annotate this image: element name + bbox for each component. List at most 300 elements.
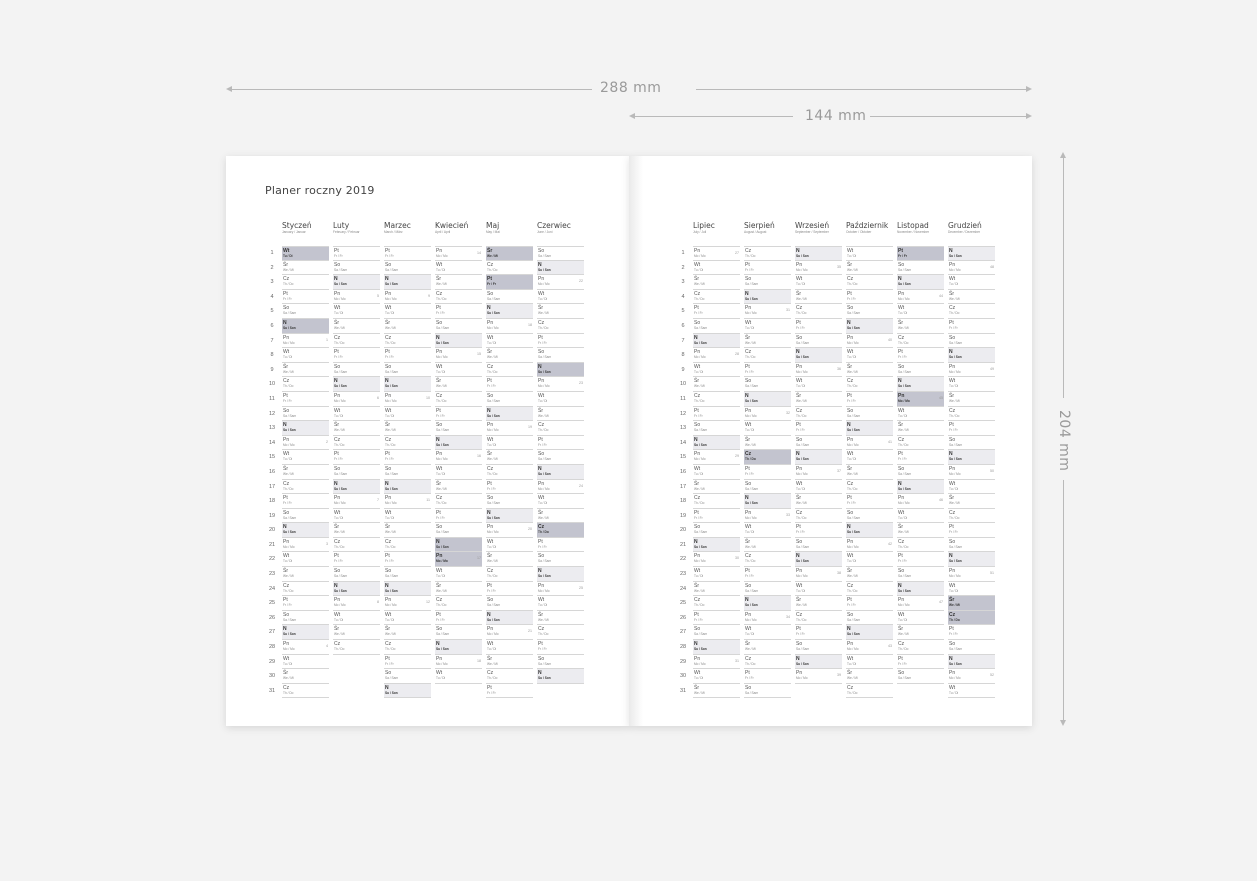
day-cell (384, 625, 431, 640)
day-cell (846, 523, 893, 538)
weekday-translation: Mo / Mo (745, 311, 757, 316)
day-cell (795, 655, 842, 670)
weekday-translation: We / Mi (694, 384, 705, 389)
day-cell (282, 596, 329, 611)
day-cell (744, 421, 791, 436)
day-cell (744, 567, 791, 582)
weekday-translation: Th / Do (436, 603, 447, 608)
day-cell (282, 348, 329, 363)
week-number: 28 (735, 352, 739, 357)
day-cell (435, 275, 482, 290)
weekday-abbr: Śr (487, 349, 492, 356)
day-cell (693, 363, 740, 378)
day-cell (693, 319, 740, 334)
weekday-translation: Th / Do (796, 515, 807, 520)
weekday-translation: We / Mi (847, 676, 858, 681)
day-cell (435, 261, 482, 276)
weekday-translation: Sa / Sam (283, 515, 297, 520)
weekday-translation: Su / Son (898, 282, 911, 287)
day-cell (333, 611, 380, 626)
day-cell (537, 421, 584, 436)
weekday-abbr: So (334, 261, 341, 268)
weekday-abbr: N (949, 349, 953, 356)
day-cell (693, 684, 740, 699)
weekday-abbr: N (847, 319, 851, 326)
weekday-abbr: N (898, 378, 902, 385)
weekday-translation: Th / Do (949, 515, 960, 520)
day-cell (693, 655, 740, 670)
weekday-translation: Th / Do (385, 442, 396, 447)
weekday-abbr: Pt (847, 495, 852, 502)
weekday-translation: Mo / Mo (898, 398, 910, 403)
day-cell (282, 494, 329, 509)
month-subtitle: November / November (897, 230, 930, 234)
weekday-translation: Tu / Di (949, 588, 959, 593)
day-cell (744, 669, 791, 684)
weekday-translation: We / Mi (949, 501, 960, 506)
month-header (744, 221, 791, 246)
weekday-abbr: Pt (847, 597, 852, 604)
weekday-translation: Su / Son (796, 254, 809, 258)
day-cell (537, 655, 584, 670)
weekday-abbr: Pn (898, 290, 905, 297)
day-number: 1 (681, 250, 685, 256)
weekday-translation: Th / Do (385, 647, 396, 652)
weekday-abbr: Cz (796, 407, 803, 414)
week-number: 22 (579, 279, 583, 284)
day-cell (693, 304, 740, 319)
weekday-translation: Tu / Di (745, 530, 755, 535)
weekday-translation: Su / Son (487, 515, 500, 520)
weekday-translation: Su / Son (847, 325, 860, 330)
day-cell (795, 523, 842, 538)
week-number: 16 (477, 454, 481, 459)
day-cell (333, 407, 380, 422)
weekday-translation: Sa / Sam (385, 574, 399, 579)
weekday-abbr: Pn (538, 582, 545, 589)
day-cell (693, 596, 740, 611)
weekday-translation: Tu / Di (694, 471, 704, 476)
weekday-translation: Su / Son (796, 661, 809, 666)
day-cell (897, 319, 944, 334)
day-cell (333, 494, 380, 509)
weekday-translation: Sa / Sam (283, 413, 297, 418)
day-number: 30 (268, 673, 276, 680)
weekday-abbr: Śr (283, 568, 288, 575)
day-number: 16 (679, 468, 687, 475)
weekday-abbr: So (385, 465, 392, 472)
weekday-translation: Mo / Mo (385, 603, 397, 608)
month-name: Marzec (384, 221, 411, 230)
weekday-translation: Th / Do (283, 588, 294, 593)
weekday-abbr: Cz (538, 626, 545, 633)
weekday-abbr: Pn (745, 611, 752, 618)
weekday-translation: Su / Son (436, 544, 449, 549)
weekday-abbr: Wt (847, 349, 854, 356)
day-cell (744, 611, 791, 626)
weekday-translation: Fr / Fr (334, 254, 343, 258)
weekday-translation: Th / Do (745, 559, 756, 564)
weekday-translation: We / Mi (538, 311, 549, 316)
week-number: 19 (528, 425, 532, 430)
day-number: 12 (679, 410, 687, 417)
weekday-abbr: N (745, 597, 749, 604)
weekday-abbr: Wt (538, 392, 545, 399)
day-cell (333, 363, 380, 378)
weekday-abbr: Wt (796, 480, 803, 487)
weekday-translation: Th / Do (487, 574, 498, 579)
day-cell (384, 552, 431, 567)
weekday-translation: Th / Do (745, 661, 756, 666)
weekday-abbr: Wt (847, 553, 854, 560)
weekday-translation: We / Mi (334, 632, 345, 637)
weekday-translation: Fr / Fr (538, 442, 547, 447)
dimension-line (870, 116, 1026, 117)
weekday-abbr: Śr (334, 626, 339, 633)
weekday-abbr: Pn (334, 392, 341, 399)
weekday-translation: Tu / Di (538, 603, 548, 608)
weekday-abbr: Śr (949, 597, 955, 604)
weekday-abbr: Cz (745, 349, 752, 356)
month-name: Wrzesień (795, 221, 830, 230)
day-cell (282, 261, 329, 276)
weekday-abbr: So (949, 641, 956, 648)
weekday-abbr: So (745, 378, 752, 385)
day-cell (948, 523, 995, 538)
day-cell (435, 246, 482, 261)
day-cell (384, 669, 431, 684)
day-cell (948, 611, 995, 626)
weekday-translation: We / Mi (745, 544, 756, 549)
day-cell (897, 377, 944, 392)
weekday-abbr: Pt (745, 465, 750, 472)
weekday-abbr: N (745, 392, 749, 399)
day-cell (537, 625, 584, 640)
weekday-abbr: Śr (898, 319, 903, 326)
day-cell (486, 275, 533, 290)
day-cell (846, 348, 893, 363)
day-number: 24 (679, 585, 687, 592)
day-cell (435, 436, 482, 451)
weekday-abbr: So (898, 465, 905, 472)
weekday-translation: We / Mi (487, 661, 498, 666)
weekday-translation: We / Mi (436, 588, 447, 593)
week-number: 42 (888, 541, 892, 546)
weekday-translation: Su / Son (283, 530, 296, 535)
weekday-abbr: Wt (949, 378, 956, 385)
weekday-translation: Th / Do (385, 544, 396, 549)
day-cell (486, 334, 533, 349)
week-number: 33 (786, 512, 790, 517)
day-cell (282, 450, 329, 465)
week-number: 12 (426, 600, 430, 605)
weekday-translation: Mo / Mo (898, 296, 910, 301)
weekday-translation: Mo / Mo (949, 267, 961, 272)
day-cell (486, 377, 533, 392)
weekday-translation: We / Mi (847, 574, 858, 579)
weekday-translation: Sa / Sam (385, 267, 399, 272)
day-cell (384, 684, 431, 699)
day-cell (435, 421, 482, 436)
weekday-abbr: N (334, 378, 338, 385)
week-number: 23 (579, 381, 583, 386)
weekday-translation: Th / Do (745, 254, 756, 258)
day-cell (744, 494, 791, 509)
day-cell (435, 465, 482, 480)
day-cell (897, 523, 944, 538)
day-cell (897, 596, 944, 611)
day-cell (537, 509, 584, 524)
weekday-abbr: So (385, 363, 392, 370)
weekday-abbr: Śr (487, 553, 492, 560)
weekday-abbr: Cz (487, 261, 494, 268)
weekday-abbr: Cz (487, 465, 494, 472)
weekday-translation: Fr / Fr (283, 398, 292, 403)
weekday-translation: Th / Do (334, 442, 345, 447)
weekday-abbr: Śr (487, 655, 492, 662)
weekday-translation: Mo / Mo (694, 559, 706, 564)
day-cell (282, 611, 329, 626)
weekday-abbr: Śr (385, 626, 390, 633)
weekday-abbr: Cz (385, 436, 392, 443)
weekday-translation: Tu / Di (385, 311, 395, 316)
day-cell (333, 523, 380, 538)
day-number: 29 (679, 658, 687, 665)
day-cell (486, 655, 533, 670)
weekday-translation: Tu / Di (796, 282, 806, 287)
day-cell (333, 450, 380, 465)
weekday-translation: Sa / Sam (898, 369, 912, 374)
weekday-abbr: Pt (538, 538, 543, 545)
weekday-abbr: So (436, 524, 443, 531)
day-cell (435, 625, 482, 640)
weekday-abbr: Pt (487, 276, 492, 283)
weekday-translation: Tu / Di (487, 647, 497, 652)
day-number: 10 (679, 381, 687, 388)
weekday-translation: Sa / Sam (283, 617, 297, 622)
weekday-translation: Sa / Sam (487, 603, 501, 608)
weekday-abbr: Pt (949, 524, 954, 531)
weekday-translation: Tu / Di (949, 384, 959, 389)
weekday-translation: We / Mi (538, 515, 549, 520)
day-cell (948, 246, 995, 261)
day-cell (846, 611, 893, 626)
weekday-translation: We / Mi (745, 340, 756, 345)
weekday-abbr: Wt (694, 465, 701, 472)
day-cell (795, 669, 842, 684)
day-cell (282, 465, 329, 480)
day-cell (333, 509, 380, 524)
weekday-translation: We / Mi (694, 486, 705, 491)
weekday-translation: Mo / Mo (538, 588, 550, 593)
day-cell (282, 509, 329, 524)
weekday-translation: Fr / Fr (745, 369, 754, 374)
day-cell (537, 392, 584, 407)
weekday-translation: Tu / Di (694, 369, 704, 374)
day-cell (948, 319, 995, 334)
weekday-abbr: Pn (694, 655, 701, 662)
weekday-abbr: Wt (796, 378, 803, 385)
day-cell (897, 494, 944, 509)
weekday-abbr: Pn (694, 248, 701, 254)
day-cell (486, 640, 533, 655)
weekday-abbr: Pn (796, 670, 803, 677)
day-cell (282, 655, 329, 670)
day-cell (384, 596, 431, 611)
weekday-abbr: Pt (385, 553, 390, 560)
day-cell (948, 625, 995, 640)
week-number: 47 (939, 600, 943, 605)
weekday-abbr: Pn (487, 422, 494, 429)
weekday-translation: Sa / Sam (949, 442, 963, 447)
weekday-translation: Mo / Mo (796, 471, 808, 476)
day-cell (897, 552, 944, 567)
day-cell (537, 582, 584, 597)
month-column (282, 221, 329, 698)
weekday-translation: We / Mi (898, 530, 909, 535)
weekday-abbr: So (385, 261, 392, 268)
day-cell (897, 450, 944, 465)
weekday-abbr: Wt (949, 480, 956, 487)
week-number: 1 (326, 337, 328, 342)
day-cell (384, 392, 431, 407)
weekday-translation: Tu / Di (334, 413, 344, 418)
weekday-abbr: N (949, 248, 953, 254)
day-cell (897, 611, 944, 626)
weekday-translation: Mo / Mo (436, 661, 448, 666)
weekday-translation: Fr / Fr (745, 574, 754, 579)
weekday-abbr: Pt (487, 480, 492, 487)
weekday-translation: Su / Son (796, 355, 809, 360)
day-cell (744, 596, 791, 611)
weekday-abbr: Pn (745, 407, 752, 414)
day-cell (282, 567, 329, 582)
month-column (795, 221, 842, 698)
weekday-translation: We / Mi (847, 267, 858, 272)
weekday-translation: Sa / Sam (949, 544, 963, 549)
weekday-abbr: N (847, 626, 851, 633)
week-number: 32 (786, 410, 790, 415)
weekday-translation: Su / Son (283, 325, 296, 330)
day-number: 22 (679, 556, 687, 563)
weekday-abbr: Cz (694, 495, 701, 502)
day-number: 6 (681, 322, 685, 329)
month-subtitle: September / September (795, 230, 829, 234)
weekday-abbr: Pt (694, 611, 699, 618)
weekday-abbr: So (694, 626, 701, 633)
day-cell (537, 436, 584, 451)
weekday-translation: We / Mi (949, 296, 960, 301)
weekday-translation: Mo / Mo (487, 325, 499, 330)
weekday-translation: Su / Son (949, 661, 962, 666)
day-number: 6 (270, 322, 274, 329)
day-number: 13 (679, 425, 687, 432)
day-cell (846, 275, 893, 290)
weekday-abbr: Pn (487, 626, 494, 633)
day-cell (897, 684, 944, 699)
day-number-column (675, 246, 691, 698)
weekday-translation: We / Mi (949, 398, 960, 403)
week-number: 39 (837, 673, 841, 678)
weekday-abbr: N (283, 524, 287, 531)
weekday-translation: Fr / Fr (385, 661, 394, 666)
month-name: Sierpień (744, 221, 775, 230)
weekday-abbr: Pt (283, 290, 288, 297)
day-cell (795, 334, 842, 349)
weekday-translation: Mo / Mo (436, 355, 448, 360)
day-cell (795, 290, 842, 305)
day-cell (537, 407, 584, 422)
weekday-abbr: Wt (436, 261, 443, 268)
day-cell (486, 480, 533, 495)
weekday-abbr: Śr (283, 465, 288, 472)
weekday-translation: Mo / Mo (949, 369, 961, 374)
weekday-abbr: So (283, 611, 290, 618)
month-name: Listopad (897, 221, 929, 230)
weekday-abbr: Pt (949, 422, 954, 429)
weekday-abbr: Śr (283, 363, 288, 370)
weekday-translation: Th / Do (487, 369, 498, 374)
week-number: 41 (888, 439, 892, 444)
month-header (282, 221, 329, 246)
weekday-abbr: So (847, 407, 854, 414)
week-number: 30 (735, 556, 739, 561)
weekday-abbr: Cz (796, 509, 803, 516)
weekday-abbr: Śr (847, 261, 852, 268)
weekday-translation: Mo / Mo (949, 676, 961, 681)
day-cell (744, 407, 791, 422)
weekday-translation: Su / Son (385, 282, 398, 287)
weekday-translation: Tu / Di (334, 617, 344, 622)
day-cell (897, 290, 944, 305)
weekday-abbr: Śr (898, 524, 903, 531)
weekday-translation: Sa / Sam (436, 530, 450, 535)
weekday-abbr: Wt (436, 670, 443, 677)
day-cell (693, 669, 740, 684)
weekday-translation: Fr / Fr (487, 486, 496, 491)
weekday-abbr: Śr (436, 480, 441, 487)
weekday-translation: We / Mi (538, 413, 549, 418)
day-cell (384, 523, 431, 538)
weekday-translation: Mo / Mo (898, 603, 910, 608)
weekday-abbr: Pt (745, 261, 750, 268)
weekday-translation: Su / Son (796, 559, 809, 564)
weekday-translation: Sa / Sam (694, 428, 708, 433)
weekday-translation: Sa / Sam (385, 471, 399, 476)
weekday-translation: We / Mi (436, 282, 447, 287)
weekday-abbr: So (436, 626, 443, 633)
weekday-translation: Tu / Di (694, 267, 704, 272)
day-cell (897, 246, 944, 261)
day-number: 20 (268, 527, 276, 534)
weekday-abbr: Pn (283, 436, 290, 443)
day-number: 26 (679, 614, 687, 621)
day-cell (744, 436, 791, 451)
weekday-abbr: N (436, 334, 440, 341)
weekday-abbr: Pn (283, 641, 290, 648)
day-cell (282, 523, 329, 538)
weekday-translation: Su / Son (898, 486, 911, 491)
weekday-abbr: Cz (847, 276, 854, 283)
day-cell (693, 465, 740, 480)
day-cell (795, 450, 842, 465)
weekday-abbr: Cz (334, 641, 341, 648)
weekday-abbr: Śr (436, 378, 441, 385)
weekday-translation: Th / Do (487, 676, 498, 681)
weekday-abbr: Wt (694, 568, 701, 575)
weekday-abbr: Pt (745, 670, 750, 677)
day-cell (846, 552, 893, 567)
